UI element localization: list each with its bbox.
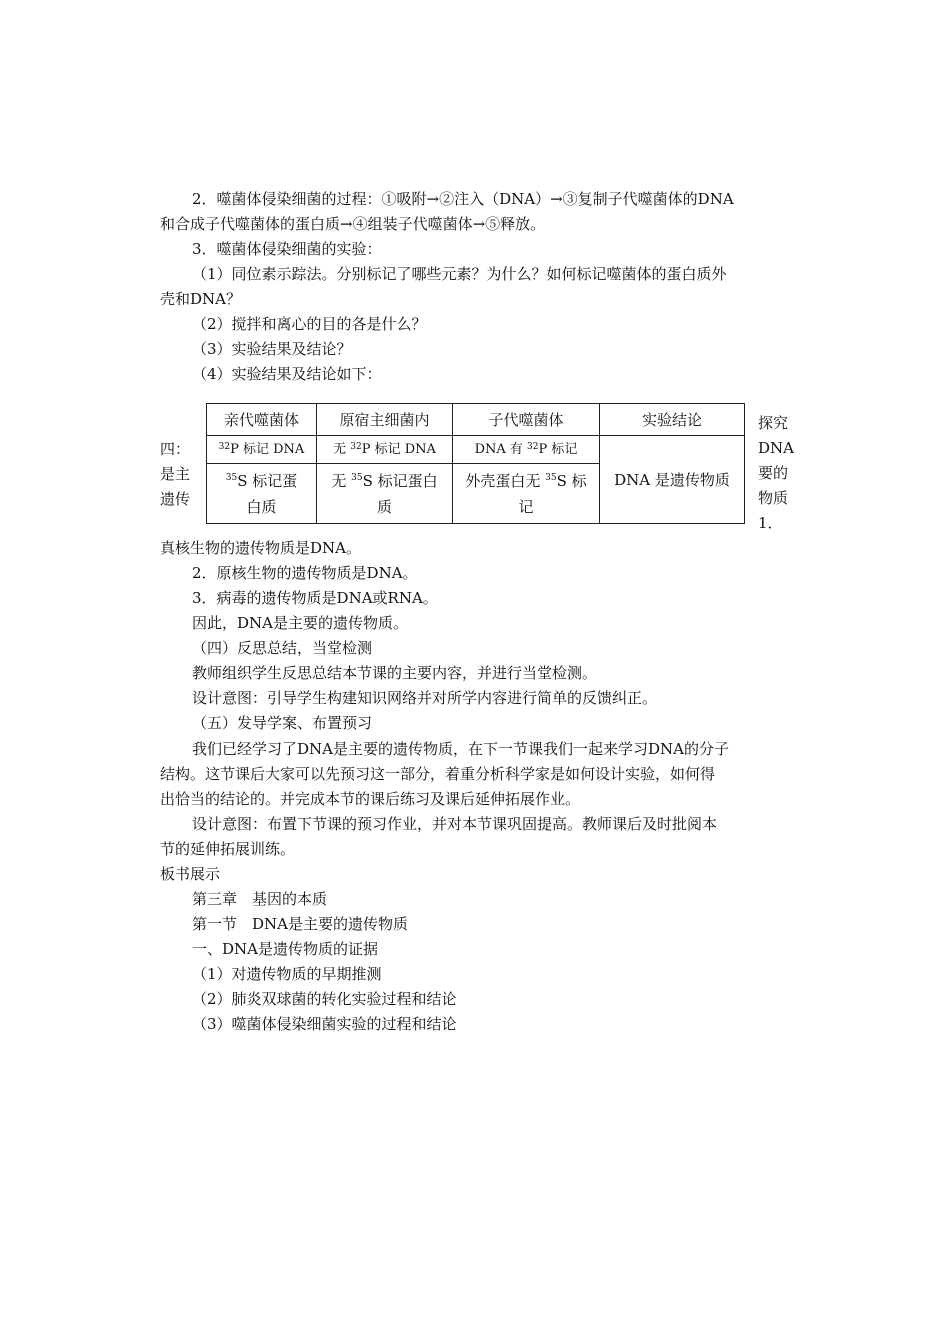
- section-heading: （五）发导学案、布置预习: [192, 714, 373, 732]
- text-line: 3．病毒的遗传物质是DNA或RNA。: [192, 589, 438, 607]
- side-text-line: 是主: [160, 465, 191, 483]
- table-row: [207, 436, 745, 464]
- side-text-line: 四：: [160, 440, 191, 458]
- text-line: 一、DNA是遗传物质的证据: [192, 940, 378, 958]
- text-line: 和合成子代噬菌体的蛋白质→④组装子代噬菌体→⑤释放。: [160, 215, 546, 233]
- table-header-row: [207, 404, 745, 436]
- table-cell: 外壳蛋白无 $^{35}$S 标记: [453, 464, 600, 524]
- text-line: 2．噬菌体侵染细菌的过程：①吸附→②注入（DNA）→③复制子代噬菌体的DNA: [192, 190, 734, 208]
- text-line: 结构。这节课后大家可以先预习这一部分，着重分析科学家是如何设计实验，如何得: [160, 765, 716, 783]
- side-text-line: 要的: [758, 464, 789, 482]
- text-line: （2）肺炎双球菌的转化实验过程和结论: [192, 990, 457, 1008]
- text-line: （2）搅拌和离心的目的各是什么？: [192, 315, 427, 333]
- table-header-cell: 原宿主细菌内: [317, 404, 453, 436]
- text-line: （1）对遗传物质的早期推测: [192, 965, 382, 983]
- text-line: 我们已经学习了DNA是主要的遗传物质，在下一节课我们一起来学习DNA的分子: [192, 740, 729, 758]
- table-cell: $^{32}$P 标记 DNA: [207, 436, 317, 464]
- side-text-line: DNA: [758, 439, 794, 457]
- text-line: 第三章 基因的本质: [192, 890, 328, 908]
- table-header-cell: 实验结论: [600, 404, 745, 436]
- side-text-line: 物质: [758, 489, 789, 507]
- table-header-cell: 子代噬菌体: [453, 404, 600, 436]
- table-cell: DNA 有 $^{32}$P 标记: [453, 436, 600, 464]
- table-header-cell: 亲代噬菌体: [207, 404, 317, 436]
- text-line: （3）噬菌体侵染细菌实验的过程和结论: [192, 1015, 457, 1033]
- table-cell: 无 $^{35}$S 标记蛋白质: [317, 464, 453, 524]
- side-text-line: 1．: [758, 514, 783, 532]
- table-conclusion-cell: DNA 是遗传物质: [600, 436, 745, 524]
- section-heading: （四）反思总结，当堂检测: [192, 639, 373, 657]
- text-line: 设计意图：引导学生构建知识网络并对所学内容进行简单的反馈纠正。: [192, 689, 658, 707]
- text-line: 2．原核生物的遗传物质是DNA。: [192, 564, 418, 582]
- side-text-left: [160, 437, 190, 512]
- text-line: 因此，DNA是主要的遗传物质。: [192, 614, 408, 632]
- text-line: （4）实验结果及结论如下：: [192, 365, 382, 383]
- text-line: 3．噬菌体侵染细菌的实验：: [192, 240, 382, 258]
- text-line: （3）实验结果及结论？: [192, 340, 352, 358]
- text-line: 教师组织学生反思总结本节课的主要内容，并进行当堂检测。: [192, 664, 598, 682]
- text-line: 设计意图：布置下节课的预习作业，并对本节课巩固提高。教师课后及时批阅本: [192, 815, 718, 833]
- text-line: 第一节 DNA是主要的遗传物质: [192, 915, 408, 933]
- experiment-results-table: [206, 403, 745, 524]
- section-heading: 板书展示: [160, 865, 221, 883]
- text-line: 真核生物的遗传物质是DNA。: [160, 539, 361, 557]
- text-line: （1）同位素示踪法。分别标记了哪些元素？为什么？如何标记噬菌体的蛋白质外: [192, 265, 727, 283]
- text-line: 节的延伸拓展训练。: [160, 840, 296, 858]
- text-line: 出恰当的结论的。并完成本节的课后练习及课后延伸拓展作业。: [160, 790, 581, 808]
- table-cell: 无 $^{32}$P 标记 DNA: [317, 436, 453, 464]
- text-line: 壳和DNA？: [160, 290, 241, 308]
- table-cell: $^{35}$S 标记蛋白质: [207, 464, 317, 524]
- side-text-right: [758, 411, 794, 536]
- side-text-line: 探究: [758, 414, 789, 432]
- side-text-line: 遗传: [160, 490, 191, 508]
